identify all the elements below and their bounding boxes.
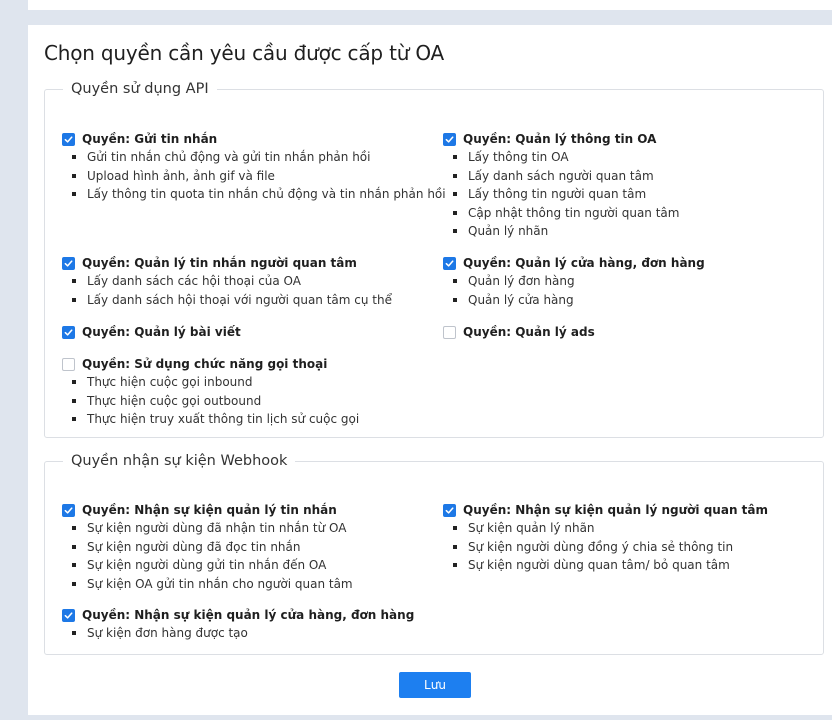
permission-scope-list [443,148,679,241]
checkmark-icon [64,135,73,144]
checkmark-icon [445,259,454,268]
scope-list-item: Lấy thông tin OA [443,148,679,167]
checkbox-checked[interactable] [62,326,75,339]
scope-list-item: Sự kiện người dùng đã đọc tin nhắn [62,538,353,557]
checkbox-checked[interactable] [62,257,75,270]
scope-list-item: Lấy danh sách hội thoại với người quan tâm cụ thể [62,291,392,310]
checkmark-icon [64,328,73,337]
permission-scope-list [62,272,392,309]
api-permission-3 [443,254,705,309]
permission-scope-list [62,373,359,429]
permission-label[interactable]: Quyền: Nhận sự kiện quản lý người quan tâm [463,503,769,517]
permission-label[interactable]: Quyền: Sử dụng chức năng gọi thoại [82,357,328,371]
scope-list-item: Lấy thông tin người quan tâm [443,185,679,204]
permission-label[interactable]: Quyền: Quản lý thông tin OA [463,132,657,146]
scope-list-item: Quản lý nhãn [443,222,679,241]
api-permission-5 [443,323,595,341]
permission-header [443,130,679,148]
checkbox-checked[interactable] [443,257,456,270]
permission-scope-list [62,148,446,204]
scope-list-item: Sự kiện quản lý nhãn [443,519,768,538]
webhook-permission-group [44,453,824,655]
checkmark-icon [445,135,454,144]
scope-list-item: Sự kiện đơn hàng được tạo [62,624,414,643]
api-group-legend: Quyền sử dụng API [71,81,209,97]
page-title: Chọn quyền cần yêu cầu được cấp từ OA [44,41,445,65]
permission-scope-list [62,624,414,643]
checkbox-checked[interactable] [62,504,75,517]
permission-header [62,130,446,148]
checkbox-checked[interactable] [62,609,75,622]
scope-list-item: Thực hiện cuộc gọi outbound [62,392,359,411]
permission-scope-list [62,519,353,593]
permission-header [443,501,768,519]
scope-list-item: Sự kiện người dùng quan tâm/ bỏ quan tâm [443,556,768,575]
checkbox-unchecked[interactable] [443,326,456,339]
checkbox-checked[interactable] [62,133,75,146]
webhook-group-legend: Quyền nhận sự kiện Webhook [71,453,288,469]
permission-card [28,25,832,715]
checkbox-checked[interactable] [443,133,456,146]
api-permission-6 [62,355,359,429]
scope-list-item: Cập nhật thông tin người quan tâm [443,204,679,223]
scope-list-item: Upload hình ảnh, ảnh gif và file [62,167,446,186]
webhook-permission-1 [443,501,768,575]
permission-header [62,501,353,519]
api-permission-group [44,81,824,438]
webhook-permission-2 [62,606,414,643]
permission-label[interactable]: Quyền: Quản lý bài viết [82,325,241,339]
scope-list-item: Lấy danh sách các hội thoại của OA [62,272,392,291]
checkmark-icon [64,611,73,620]
permission-header [62,355,359,373]
checkmark-icon [445,506,454,515]
previous-card-edge [28,0,832,10]
scope-list-item: Sự kiện OA gửi tin nhắn cho người quan tâm [62,575,353,594]
scope-list-item: Lấy danh sách người quan tâm [443,167,679,186]
permission-label[interactable]: Quyền: Quản lý tin nhắn người quan tâm [82,256,357,270]
scope-list-item: Quản lý đơn hàng [443,272,705,291]
checkbox-checked[interactable] [443,504,456,517]
scope-list-item: Thực hiện cuộc gọi inbound [62,373,359,392]
save-button[interactable]: Lưu [399,672,471,698]
scope-list-item: Gửi tin nhắn chủ động và gửi tin nhắn phản hồi [62,148,446,167]
api-permission-2 [62,254,392,309]
permission-header [62,254,392,272]
scope-list-item: Thực hiện truy xuất thông tin lịch sử cuộc gọi [62,410,359,429]
scope-list-item: Lấy thông tin quota tin nhắn chủ động và tin nhắn phản hồi [62,185,446,204]
permission-label[interactable]: Quyền: Nhận sự kiện quản lý cửa hàng, đơn hàng [82,608,415,622]
api-permission-0 [62,130,446,204]
api-permission-1 [443,130,679,241]
permission-scope-list [443,519,768,575]
webhook-permission-0 [62,501,353,593]
checkmark-icon [64,506,73,515]
checkmark-icon [64,259,73,268]
permission-label[interactable]: Quyền: Quản lý ads [463,325,595,339]
scope-list-item: Sự kiện người dùng đã nhận tin nhắn từ OA [62,519,353,538]
permission-header [443,323,595,341]
permission-label[interactable]: Quyền: Gửi tin nhắn [82,132,218,146]
scope-list-item: Sự kiện người dùng gửi tin nhắn đến OA [62,556,353,575]
permission-label[interactable]: Quyền: Quản lý cửa hàng, đơn hàng [463,256,705,270]
permission-header [443,254,705,272]
permission-scope-list [443,272,705,309]
api-permission-4 [62,323,241,341]
permission-header [62,606,414,624]
permission-label[interactable]: Quyền: Nhận sự kiện quản lý tin nhắn [82,503,337,517]
permission-header [62,323,241,341]
checkbox-unchecked[interactable] [62,358,75,371]
scope-list-item: Sự kiện người dùng đồng ý chia sẻ thông tin [443,538,768,557]
scope-list-item: Quản lý cửa hàng [443,291,705,310]
